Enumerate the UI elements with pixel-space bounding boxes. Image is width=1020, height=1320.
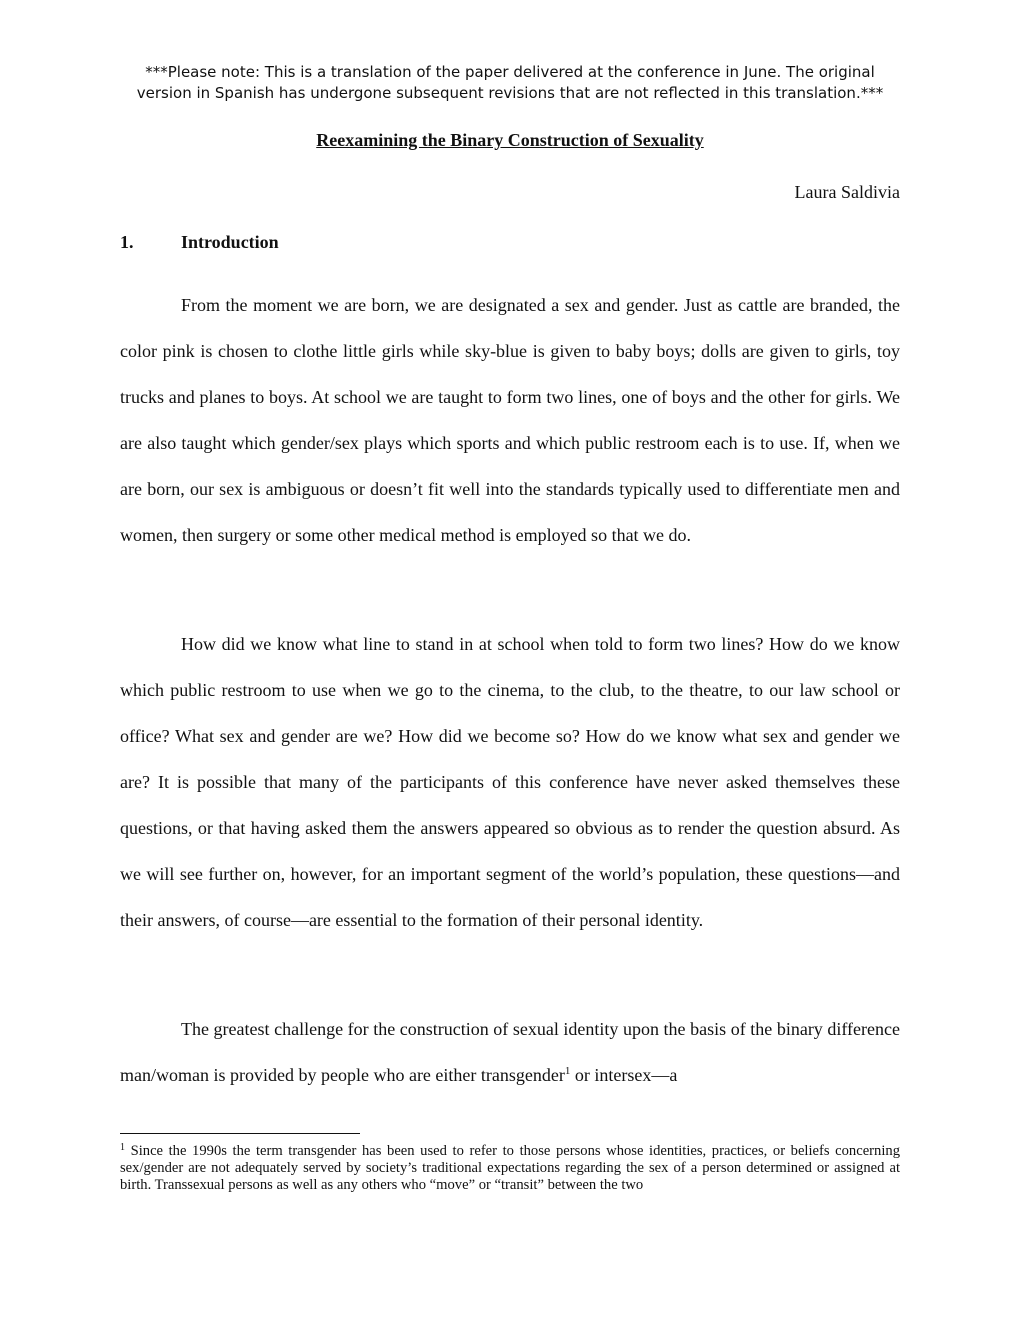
paper-title: Reexamining the Binary Construction of Sexuality <box>316 130 704 150</box>
footnote-separator <box>120 1133 360 1134</box>
footnote-marker: 1 <box>120 1142 125 1153</box>
footnote-1 <box>120 1143 900 1194</box>
section-number: 1. <box>120 232 134 252</box>
section-title: Introduction <box>181 232 279 252</box>
paragraph-3-text-end: or intersex—a <box>570 1065 678 1085</box>
translation-note-line-2: version in Spanish has undergone subsequent revisions that are not reflected in this translation.*** <box>136 84 884 102</box>
translation-note <box>120 62 900 104</box>
section-heading <box>120 230 279 254</box>
author-name: Laura Saldivia <box>794 182 900 202</box>
footnote-text: Since the 1990s the term transgender has been used to refer to those persons whose identities, practices, or beliefs concerning sex/gender are not adequately served by society’s traditional expectations regarding the sex of a person determined or assigned at birth. Transsexual persons as well as any others who “move” or “transit” between the two <box>120 1143 900 1193</box>
translation-note-line-1: ***Please note: This is a translation of the paper delivered at the conference in June. The original <box>145 63 875 81</box>
paragraph-1: From the moment we are born, we are designated a sex and gender. Just as cattle are branded, the color pink is chosen to clothe little girls while sky-blue is given to baby boys; dolls are given to girls, toy trucks and planes to boys. At school we are taught to form two lines, one of boys and the other for girls. We are also taught which gender/sex plays which sports and which public restroom each is to use. If, when we are born, our sex is ambiguous or doesn’t fit well into the standards typically used to differentiate men and women, then surgery or some other medical method is employed so that we do. <box>120 295 900 545</box>
paragraph-3 <box>120 1006 900 1098</box>
paragraph-2: How did we know what line to stand in at school when told to form two lines? How do we know which public restroom to use when we go to the cinema, to the club, to the theatre, to our law school or office? What sex and gender are we? How did we become so? How do we know what sex and gender we are? It is possible that many of the participants of this conference have never asked themselves these questions, or that having asked them the answers appeared so obvious as to render the question absurd. As we will see further on, however, for an important segment of the world’s population, these questions—and their answers, of course—are essential to the formation of their personal identity. <box>120 634 900 930</box>
paragraph-3-text-start: The greatest challenge for the construction of sexual identity upon the basis of the binary difference man/woman is provided by people who are either transgender <box>120 1019 900 1085</box>
footnote-reference: 1 <box>564 1065 571 1077</box>
